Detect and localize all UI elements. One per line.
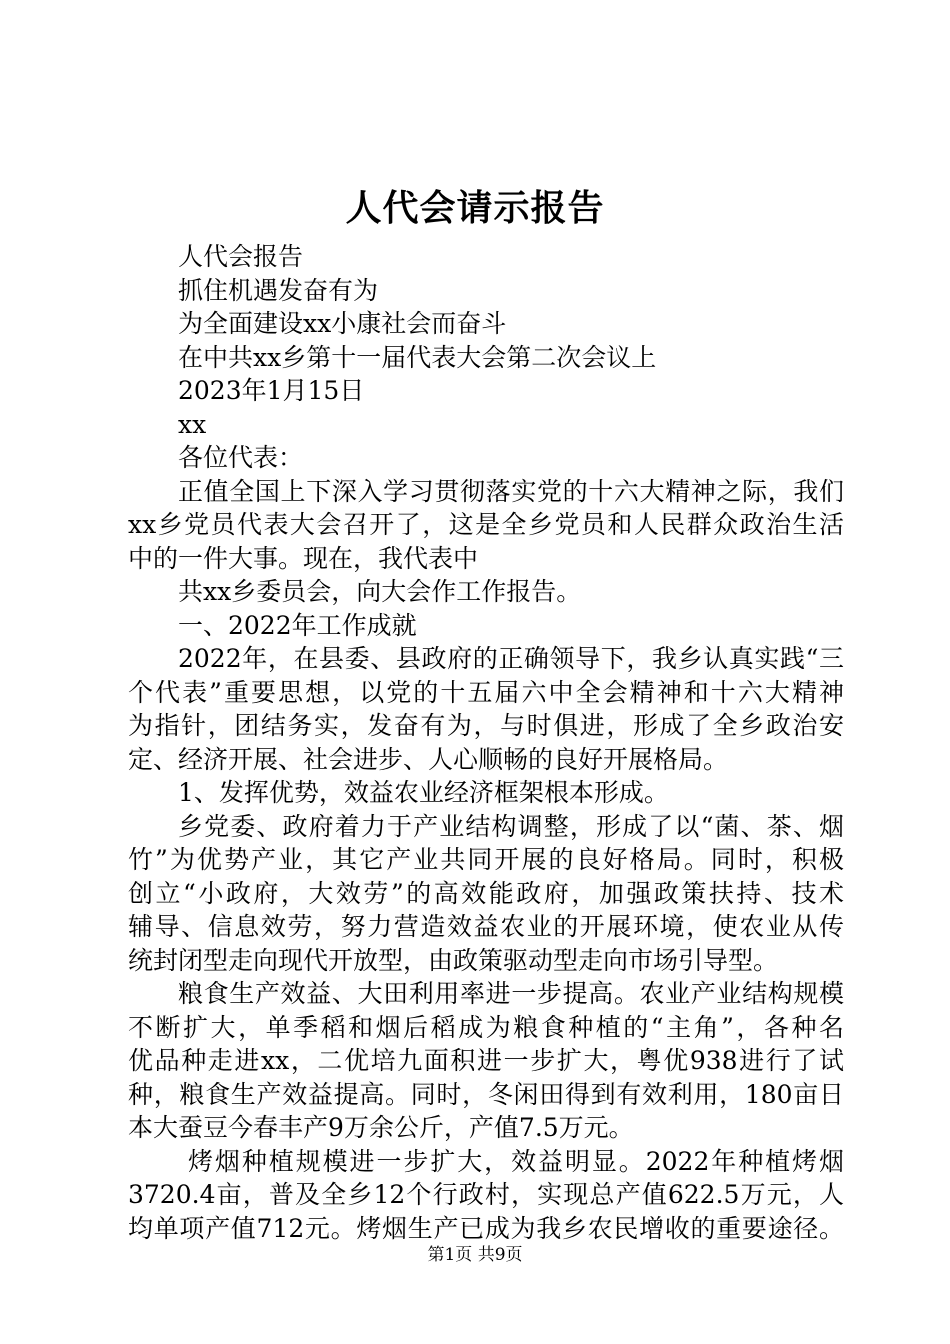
paragraph-line: 辅导、信息效劳，努力营造效益农业的开展环境，使农业从传 xyxy=(128,912,844,941)
subtitle-line: 人代会报告 xyxy=(178,242,304,271)
paragraph-line: 统封闭型走向现代开放型，由政策驱动型走向市场引导型。 xyxy=(128,945,779,975)
paragraph-line: 3720.4亩，普及全乡12个行政村，实现总产值622.5万元，人 xyxy=(128,1180,844,1209)
paragraph-line: 均单项产值712元。烤烟生产已成为我乡农民增收的重要途径。 xyxy=(128,1213,844,1243)
subtitle-line: 抓住机遇发奋有为 xyxy=(178,275,379,305)
paragraph-line: 正值全国上下深入学习贯彻落实党的十六大精神之际，我们 xyxy=(178,476,844,506)
paragraph-line: 不断扩大，单季稻和烟后稻成为粮食种植的“主角”，各种名 xyxy=(128,1012,844,1042)
paragraph-line: 乡党委、政府着力于产业结构调整，形成了以“菌、茶、烟 xyxy=(178,811,844,841)
paragraph-line: 2022年，在县委、县政府的正确领导下，我乡认真实践“三 xyxy=(178,644,844,673)
paragraph-line: 为指针，团结务实，发奋有为，与时俱进，形成了全乡政治安 xyxy=(128,711,844,740)
section-heading: 一、2022年工作成就 xyxy=(178,610,417,640)
page-number-footer: 第1页 共9页 xyxy=(427,1245,523,1265)
subsection-heading: 1、发挥优势，效益农业经济框架根本形成。 xyxy=(178,778,669,807)
paragraph-line: 粮食生产效益、大田利用率进一步提高。农业产业结构规模 xyxy=(178,979,844,1008)
paragraph-line: 共xx乡委员会，向大会作工作报告。 xyxy=(178,577,582,606)
date-line: 2023年1月15日 xyxy=(178,376,365,405)
author-line: xx xyxy=(178,409,207,439)
paragraph-line: 种，粮食生产效益提高。同时，冬闲田得到有效利用，180亩日 xyxy=(128,1079,844,1109)
subtitle-line: 为全面建设xx小康社会而奋斗 xyxy=(178,309,507,338)
paragraph-line: 中的一件大事。现在，我代表中 xyxy=(128,543,479,573)
paragraph-line: 本大蚕豆今春丰产9万余公斤，产值7.5万元。 xyxy=(128,1113,634,1142)
subtitle-line: 在中共xx乡第十一届代表大会第二次会议上 xyxy=(178,342,657,372)
paragraph-line: 创立“小政府，大效劳”的高效能政府，加强政策扶持、技术 xyxy=(128,878,844,908)
document-body xyxy=(128,240,844,1245)
paragraph-line: 定、经济开展、社会进步、人心顺畅的良好开展格局。 xyxy=(128,744,729,774)
paragraph-line: 烤烟种植规模进一步扩大，效益明显。2022年种植烤烟 xyxy=(188,1146,844,1176)
paragraph-line: 个代表”重要思想，以党的十五届六中全会精神和十六大精神 xyxy=(128,677,844,707)
salutation-line: 各位代表： xyxy=(178,443,304,472)
document-title: 人代会请示报告 xyxy=(345,187,605,229)
paragraph-line: 优品种走进xx，二优培九面积进一步扩大，粤优938进行了试 xyxy=(128,1046,844,1075)
paragraph-line: xx乡党员代表大会召开了，这是全乡党员和人民群众政治生活 xyxy=(128,510,844,539)
paragraph-line: 竹”为优势产业，其它产业共同开展的良好格局。同时，积极 xyxy=(128,845,844,874)
